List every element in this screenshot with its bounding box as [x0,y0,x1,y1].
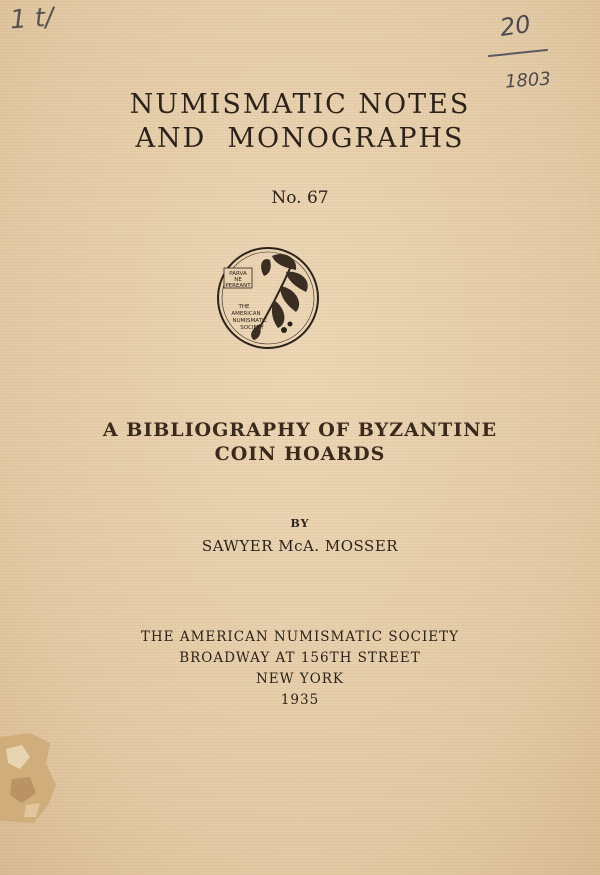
svg-text:PARVA: PARVA [229,271,247,277]
series-title-line-1: NUMISMATIC NOTES [129,89,471,120]
svg-text:PEREANT: PEREANT [225,283,251,289]
svg-text:NUMISMATIC: NUMISMATIC [232,318,268,324]
publisher-name: THE AMERICAN NUMISMATIC SOCIETY [140,629,460,645]
handwritten-mark-top-right: 20 [498,10,533,42]
issue-number: No. 67 [271,188,329,208]
publication-year: 1935 [280,692,320,708]
torn-label-remnant [0,733,58,823]
svg-text:AMERICAN: AMERICAN [231,311,261,317]
book-title [0,418,600,466]
publisher-address: BROADWAY AT 156TH STREET [179,650,421,666]
series-title [0,88,600,156]
book-title-line-2: COIN HOARDS [214,443,386,465]
series-title-line-2: AND MONOGRAPHS [135,123,465,154]
society-seal-icon [214,246,322,350]
book-title-line-1: A BIBLIOGRAPHY OF BYZANTINE [102,419,498,441]
publisher-city: NEW YORK [255,671,345,687]
svg-text:SOCIETY: SOCIETY [240,325,264,331]
handwritten-mark-top-left: 1 t/ [9,2,55,36]
handwritten-number: 1803 [504,68,552,93]
svg-text:NE: NE [234,277,242,283]
author-name: SAWYER McA. MOSSER [201,537,399,555]
publisher-block [0,627,600,711]
by-label: BY [290,517,310,530]
svg-text:THE: THE [238,304,250,310]
handwritten-underline [488,49,548,57]
